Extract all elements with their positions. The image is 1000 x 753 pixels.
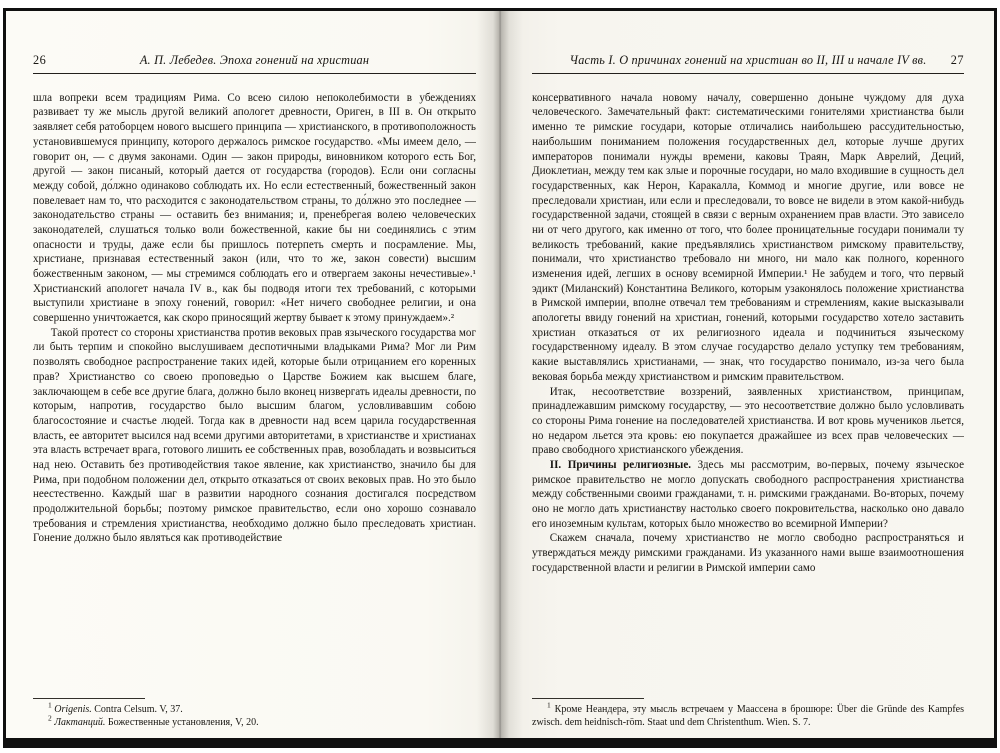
left-page-header: [33, 53, 476, 68]
right-header-rule: [532, 73, 964, 74]
right-footnotes: [532, 692, 964, 729]
footnote: [33, 700, 476, 716]
page-left: [6, 11, 500, 738]
right-page-header: [532, 53, 964, 68]
footnote-marker: 2: [48, 713, 52, 723]
page-right: [500, 11, 994, 738]
left-footnotes: [33, 692, 476, 729]
footnote-source: Origenis.: [54, 703, 92, 715]
body-paragraph: шла вопреки всем традициям Рима. Со всею силою непоколебимости в убеждениях развивает ту же мысль другой великий апологет древности, Ориген, в III в. Он открыто заявляет себя ратоборцем нового высшего принципа — христианского, в противоположность установившемуся принципу, которого держалось римское государство. «Мы имеем дело, — говорит он, — с двумя законами. Один — закон природы, виновником которого есть Бог, другой — закон писаный, который дается от государства (городов). Если они согласны между собой, до́лжно одинаково соблюдать их. Но если естественный, божественный закон повелевает нам то, что расходится с законодательством страны, то до́лжно это последнее — законодательство страны — оставить без внимания; и, пренебрегая волею человеческих законодателей, слушаться только воли божественной, какие бы ни соединялись с этим опасности и труды, даже если бы пришлось потерпеть смерть и посрамление. Мы, христиане, признавая естественный закон (или, что то же, закон совести) высшим божественным законом, — мы стремимся соблюдать его и отвергаем законы нечестивые».¹ Христианский апологет начала IV в., как бы подводя итоги тех требований, с которыми выступили христиане в эпоху гонений, говорил: «Нет ничего свободнее религии, и она совершенно уничтожается, как скоро приносящий жертву бывает к этому принуждаем».²: [33, 91, 476, 325]
body-paragraph: Итак, несоответствие воззрений, заявленных христианством, принципам, принадлежавшим римскому государству, — это несоответствие должно было условливать со стороны Рима гонение на последователей христианства. И вот кровь мучеников льется, но недаром льется эта кровь: ею покупается дражайшее из всех прав человеческих — право свободного христианского убеждения.: [532, 385, 964, 457]
body-paragraph: консервативного начала новому началу, совершенно доныне чуждому для духа человеческого. Замечательный факт: систематическими гонителями христианства были именно те римские государи, которые отличались наибольшею рассудительностью, наибольшим пониманием положения государственных дел, которые лучше других императоров понимали нужды времени, каковы Траян, Марк Аврелий, Деций, Диоклетиан, между тем как злые и порочные государи, но мало входившие в сущность дел государственных, как Нерон, Каракалла, Коммод и многие другие, или вовсе не преследовали христиан, или если и преследовали, то вовсе не видели в этом какой-нибудь государственной задачи, стоящей в связи с верным охранением прав власти. Это зависело ни от чего другого, как именно от того, что более проницательные государи понимали ту великость требований, какие предъявлялись христианством римскому правительству, понимали, что христианство требовало ни много, ни мало как полного, коренного изменения идей, легших в основу всемирной Империи.¹ Не забудем и того, что первый эдикт (Миланский) Константина Великого, которым узаконялось положение христианства в Римской империи, вполне отвечал тем требованиям и стремлениям, какие высказывали апологеты ввиду гонений на христиан, гонений, которыми государство хотело заставить христиан отказаться от их религиозного идеала и подчиниться языческому государственному идеалу. В этом случае государство делало уступку тем требованиям, какие выставлялись христианами, — знак, что государство понимало, из-за чего была вековая борьба между христианством и римским правительством.: [532, 91, 964, 383]
footnote-text: Contra Celsum. V, 37.: [91, 703, 183, 715]
scan-area: [3, 8, 997, 748]
right-footnote-rule: [532, 698, 644, 699]
book-spread: [6, 11, 994, 738]
body-paragraph: [532, 458, 964, 531]
right-body-text: [532, 91, 964, 692]
footnote-marker: 1: [547, 700, 551, 710]
footnote-source: Лактанций.: [54, 716, 106, 728]
left-footnote-rule: [33, 698, 145, 699]
section-heading-runin: II. Причины религиозные.: [549, 458, 692, 471]
left-body-text: [33, 91, 476, 692]
footnote-marker: 1: [48, 700, 52, 710]
body-paragraph: Скажем сначала, почему христианство не могло свободно распространяться и утверждаться между римскими гражданами. Из указанного нами выше взаимоотношения государственной власти и религии в Римской империи само: [532, 532, 964, 574]
left-running-head: А. П. Лебедев. Эпоха гонений на христиан: [139, 53, 370, 67]
paragraph-text: Здесь мы рассмотрим, во-первых, почему языческое римское правительство не могло допускать свободного распространения христианства между собственными своими гражданами, т. н. римскими гражданами. Во-вторых, почему оно не могло дать христианству настолько своего покровительства, насколько оно давало его иноземным культам, которых было множество во всемирной Империи?: [532, 458, 964, 530]
footnote: [33, 713, 476, 729]
footnote: [532, 700, 965, 729]
footnote-text: Кроме Неандера, эту мысль встречаем у Маассена в брошюре: Über die Gründe des Kampfes zwisch. dem heidnisch-röm. Staat und dem Christenthum. Wien. S. 7.: [532, 703, 965, 728]
footnote-text: Божественные установления, V, 20.: [105, 716, 259, 728]
left-header-rule: [33, 73, 476, 74]
body-paragraph: Такой протест со стороны христианства против вековых прав языческого государства мог ли быть терпим и спокойно выслушиваем деспотичными владыками Рима? Мог ли Рим позволять свободное распространение таких идей, которые были отрицанием его коренных прав? Христианство со своею проповедью о Царстве Божием как высшем благе, заключающем в себе все другие блага, должно было вконец низвергать идеалы древности, по которым, напротив, государство было высшим благом, условливавшим собою благосостояние и счастье людей. Тогда как в древности над всем царила государственная власть, ее авторитет высился над всеми другими авторитетами, в христианстве и христианах эта власть встречает врага, готового лишить ее собственных прав, возобладать и возвыситься над нею. Оставить без противодействия такое явление, как христианство, значило бы для Рима, при подобном положении дел, открыто отказаться от своих вековых прав. Но это было неестественно. Каждый шаг в развитии народного сознания достигался посредством продолжительной борьбы; поэтому римское правительство, если оно хорошо сознавало требования и стремления христианства, необходимо должно было преследовать христиан. Гонение должно было являться как противодействие: [33, 326, 476, 545]
right-running-head: Часть I. О причинах гонений на христиан во II, III и начале IV вв.: [569, 53, 927, 67]
left-page-number: 26: [33, 53, 47, 67]
right-page-number: 27: [950, 53, 964, 67]
